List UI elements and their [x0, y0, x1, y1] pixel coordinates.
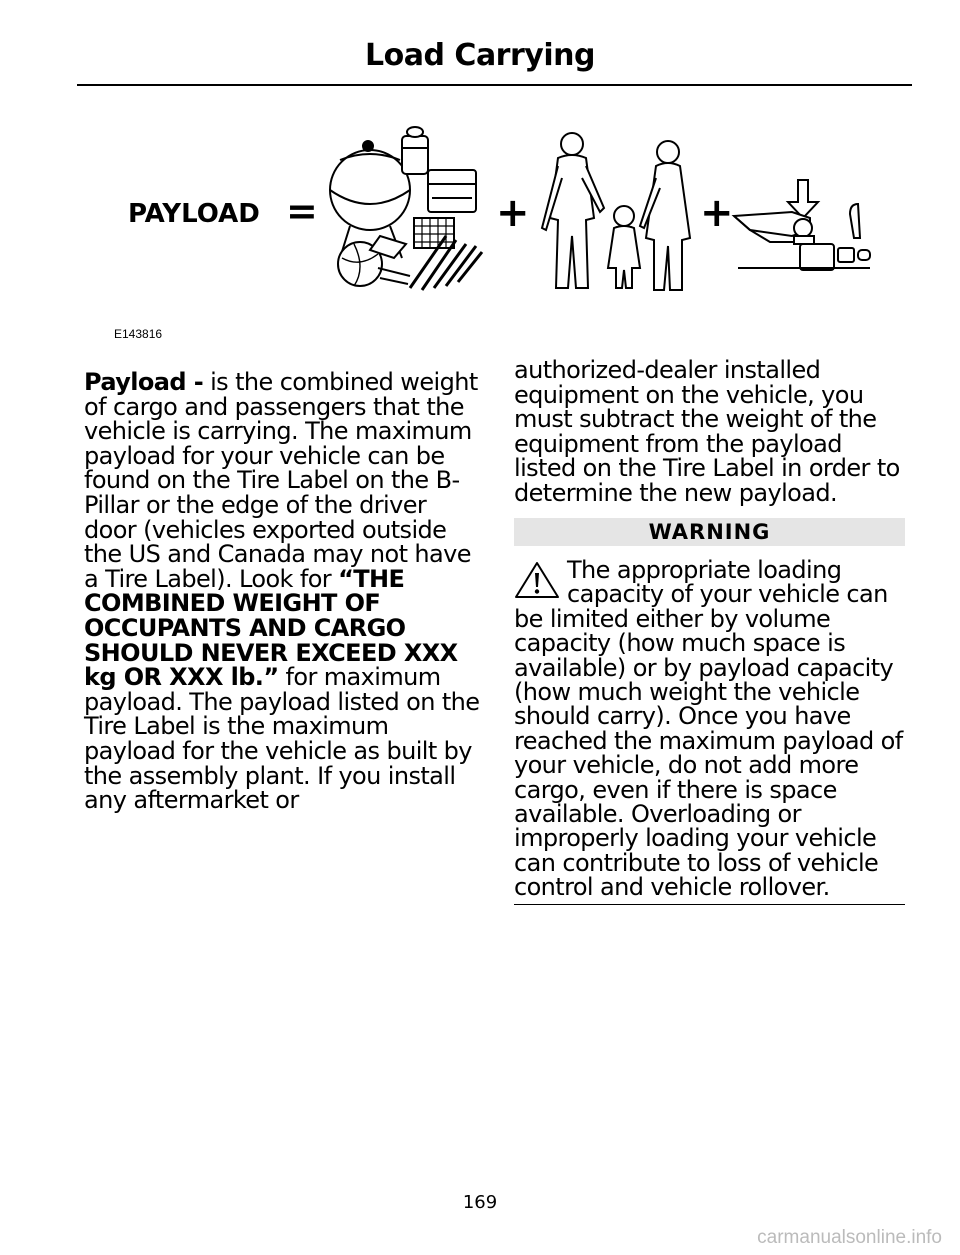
plus-sign-1: +: [496, 190, 530, 236]
passengers-icon: [542, 133, 690, 290]
warning-text-block: [514, 558, 909, 900]
warning-triangle-icon: [514, 560, 560, 600]
payload-label: PAYLOAD: [128, 199, 260, 229]
payload-text-1: is the combined weight of cargo and passengers that the vehicle is carrying. The maximum payload for your vehicle can be found on the Tire Label on the B-Pillar or the edge of the driver door (vehicles exported outside the US and Canada may not have a Tire Label). Look for: [84, 368, 478, 593]
payload-term: Payload -: [84, 368, 204, 396]
warning-text: The appropriate loading capacity of your vehicle can be limited either by volume capacity (how much space is available) or by payload capacity (how much weight the vehicle should carry). Once you have reached the maximum payload of your vehicle, do not add more cargo, even if there is space available. Overloading or improperly loading your vehicle can contribute to loss of vehicle control and vehicle rollover.: [514, 556, 903, 902]
tongue-load-icon: [734, 180, 870, 270]
tire-label-quote: “THE COMBINED WEIGHT OF OCCUPANTS AND CARGO SHOULD NEVER EXCEED XXX kg OR XXX lb.”: [84, 564, 458, 692]
left-column: [84, 370, 484, 813]
right-column: [514, 358, 909, 506]
plus-sign-2: +: [700, 190, 734, 236]
continuation-paragraph: authorized-dealer installed equipment on the vehicle, you must subtract the weight of the equipment from the payload listed on the Tire Label in order to determine the new payload.: [514, 356, 900, 507]
cargo-icon: [330, 127, 482, 290]
watermark: carmanualsonline.info: [757, 1227, 942, 1248]
payload-text-2: for maximum payload. The payload listed on the Tire Label is the maximum payload for the vehicle as built by the assembly plant. If you install any aftermarket or: [84, 663, 480, 815]
page-title: Load Carrying: [365, 38, 595, 73]
page-number: 169: [462, 1192, 498, 1213]
payload-illustration: [110, 118, 880, 308]
warning-heading: WARNING: [514, 518, 905, 546]
title-divider: [77, 84, 912, 86]
equals-sign: =: [286, 189, 318, 233]
figure-id: E143816: [114, 327, 163, 341]
payload-paragraph: [84, 370, 484, 813]
warning-divider: [514, 904, 905, 905]
